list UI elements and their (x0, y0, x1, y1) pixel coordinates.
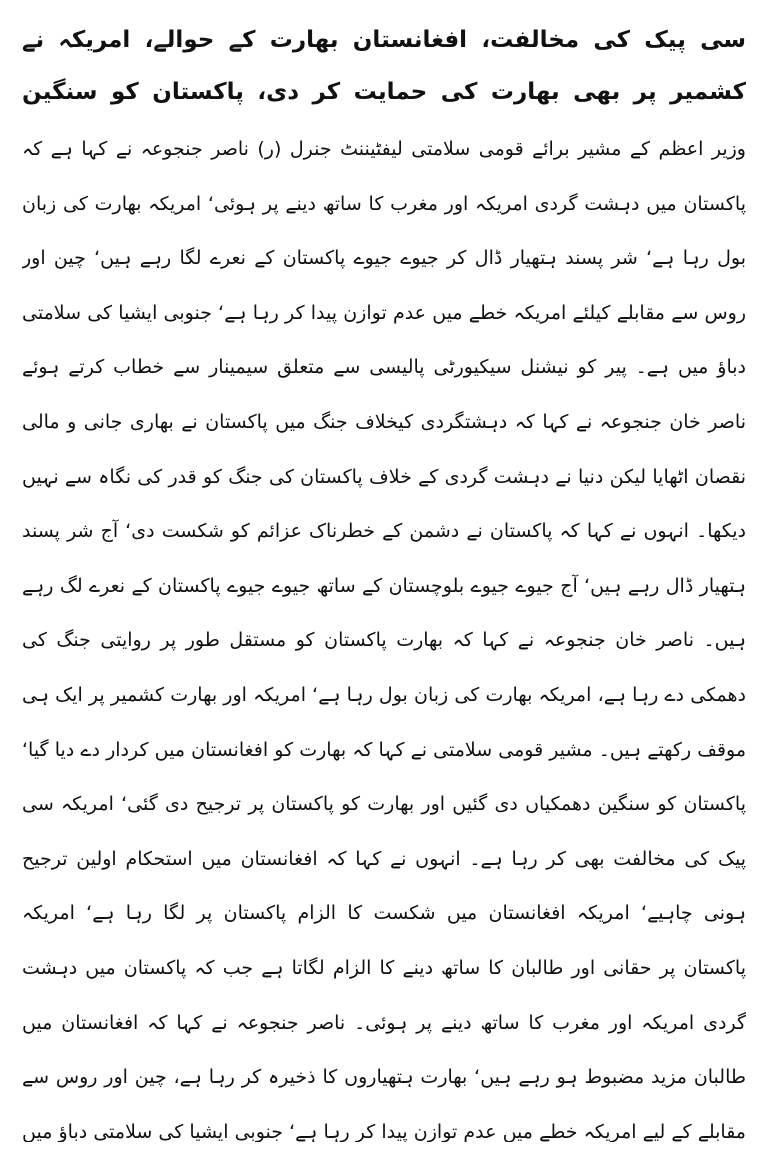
article-headline: سی پیک کی مخالفت، افغانستان بھارت کے حوالے، امریکہ نے کشمیر پر بھی بھارت کی حمایت کر دی، پاکستان کو سنگین (22, 27, 746, 105)
article-body: وزیر اعظم کے مشیر برائے قومی سلامتی لیفٹیننٹ جنرل (ر) ناصر جنجوعہ نے کہا ہے کہ پاکستان میں دہشت گردی امریکہ اور مغرب کا ساتھ دینے پر ہوئی‘ امریکہ بھارت کی زبان بول رہا ہے‘ شر پسند ہتھیار ڈال کر جیوے جیوے پاکستان کے نعرے لگا رہے ہیں‘ چین اور روس سے مقابلے کیلئے امریکہ خطے میں عدم توازن پیدا کر رہا ہے‘ جنوبی ایشیا کی سلامتی دباؤ میں ہے۔ پیر کو نیشنل سیکیورٹی پالیسی سے متعلق سیمینار سے خطاب کرتے ہوئے ناصر خان جنجوعہ نے کہا کہ دہشتگردی کیخلاف جنگ میں پاکستان نے بھاری جانی و مالی نقصان اٹھایا لیکن دنیا نے دہشت گردی کے خلاف پاکستان کی جنگ کو قدر کی نگاہ سے نہیں دیکھا۔ انہوں نے کہا کہ پاکستان نے دشمن کے خطرناک عزائم کو شکست دی‘ آج شر پسند ہتھیار ڈال رہے ہیں‘ آج جیوے جیوے بلوچستان کے ساتھ جیوے جیوے پاکستان کے نعرے لگ رہے ہیں۔ ناصر خان جنجوعہ نے کہا کہ بھارت پاکستان کو مستقل طور پر روایتی جنگ کی دھمکی دے رہا ہے، امریکہ بھارت کی زبان بول رہا ہے‘ امریکہ اور بھارت کشمیر پر ایک ہی موقف رکھتے ہیں۔ مشیر قومی سلامتی نے کہا کہ بھارت کو افغانستان میں کردار دے دیا گیا‘ پاکستان کو سنگین دھمکیاں دی گئیں اور بھارت کو پاکستان پر ترجیح دی گئی‘ امریکہ سی پیک کی مخالفت بھی کر رہا ہے۔ انہوں نے کہا کہ افغانستان میں استحکام اولین ترجیح ہونی چاہیے‘ امریکہ افغانستان میں شکست کا الزام پاکستان پر لگا رہا ہے‘ امریکہ پاکستان پر حقانی اور طالبان کا ساتھ دینے کا الزام لگاتا ہے جب کہ پاکستان میں دہشت گردی امریکہ اور مغرب کا ساتھ دینے پر ہوئی۔ ناصر جنجوعہ نے کہا کہ افغانستان میں طالبان مزید مضبوط ہو رہے ہیں‘ بھارت ہتھیاروں کا ذخیرہ کر رہا ہے، چین اور روس سے مقابلے کے لیے امریکہ خطے میں عدم توازن پیدا کر رہا ہے‘ جنوبی ایشیا کی سلامتی دباؤ میں (22, 138, 746, 1142)
